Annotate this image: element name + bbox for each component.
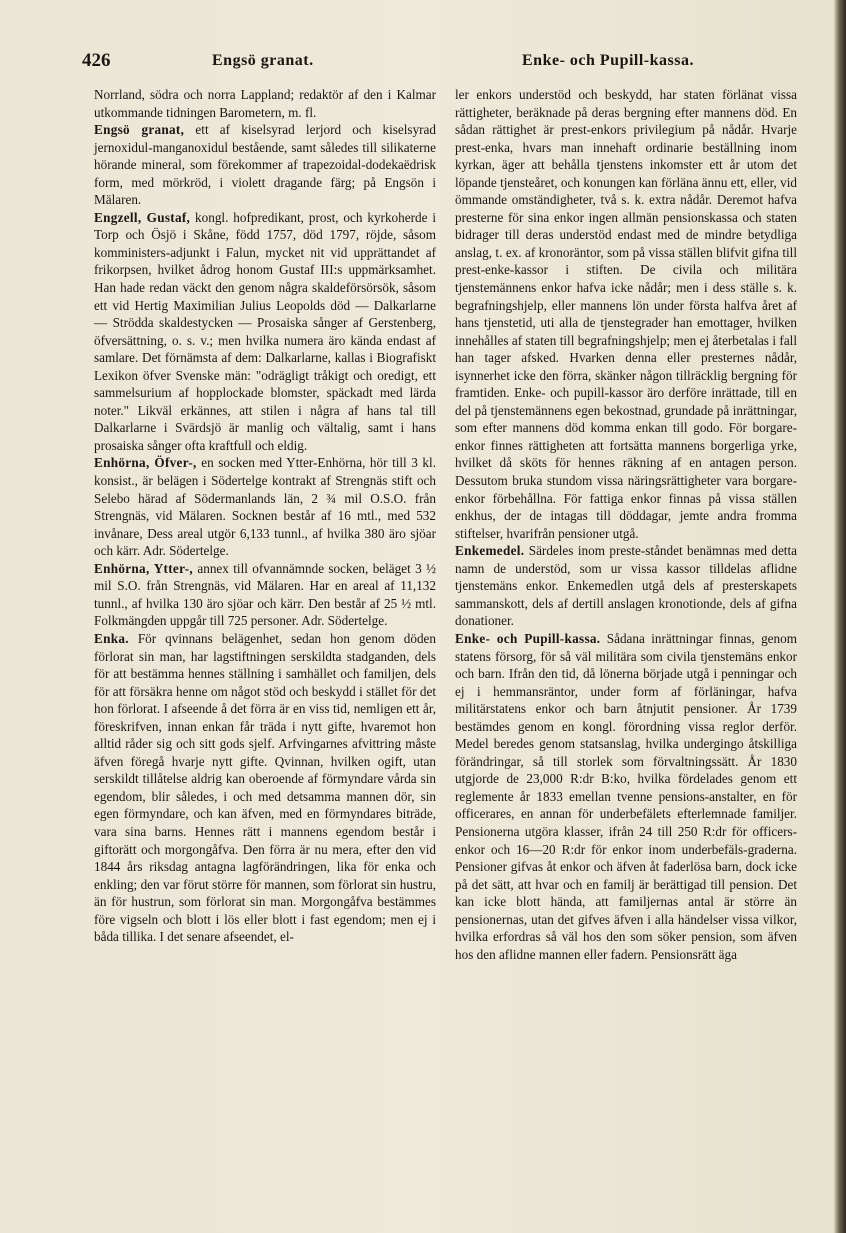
right-running-head: Enke- och Pupill-kassa. [522, 52, 694, 69]
entry-text: Sådana inrättningar finnas, genom statens försorg, för så väl militära som civila tjenstemäns enkor och barn. Ifrån den tid, då lönerna började utgå i penningar och ej i hemmansräntor, under form af förläningar, hafva militärstatens enkor och barn åtnjutit pensioner. År 1739 bestämdes genom en kongl. förordning vissa reglor derför. Medel beredes genom statsanslag, hvilka undergingo åtskilliga förändringar, så till storlek som förvaltningssätt. År 1830 utgjorde de 23,000 R:dr B:ko, hvilka fördelades genom ett reglemente år 1833 emellan tvenne pensions-anstalter, en för officerares, en annan för underbefälets efterlemnade familjer. Pensionerna utgöra klasser, ifrån 24 till 250 R:dr för officers-enkor och 16—20 R:dr för enkor inom underbefäls-graderna. Pensioner gifvas åt enkor och äfven åt faderlösa barn, dock icke på det sätt, att hvar och en familj är berättigad till pension. Det kan icke blott hända, att familjernas antal är större än pensionernas, utan det gifves äfven i alla händelser vissa vilkor, hvilka erfordras så väl hos den som söker pension, som äfven hos den aflidne mannen eller fadern. Pensionsrätt äga [455, 630, 797, 962]
entry-headword: Engsö granat, [94, 122, 185, 138]
running-header [82, 50, 782, 74]
entry-headword: Enhörna, Ytter-, [94, 560, 194, 576]
entry-headword: Engzell, Gustaf, [94, 209, 191, 225]
entry-enkemedel [455, 542, 797, 630]
entry-enke-och-pupill-kassa [455, 630, 797, 963]
entry-text: Särdeles inom preste-ståndet benämnas med detta namn de understöd, som ur vissa kassor tilldelas aflidne tjenstemäns enkor. Enkemedlen utgå dels af presterskapets sammanskott, dels af dertill anslagen kronotionde, dels af gifna donationer. [455, 543, 797, 629]
page-number: 426 [82, 50, 111, 71]
entry-continuation: ler enkors understöd och beskydd, har staten förlänat vissa rättigheter, beräknade på deras bergning efter mannens död. En sådan rättighet är prest-enkors privilegium på nådår. Hvarje prest-enka, hvars man innehaft ordinarie beställning inom kyrkan, äger att behålla tjenstens inkomster ett år utom det löpande tjensteåret, och konungen kan förläna ännu ett, eller, vid ömmande omständigheter, två s. k. extra nådår. Deremot hafva presterne för sina enkor ingen allmän pensionskassa och staten bidrager till deras understöd endast med de mindre betydliga anslag, t. ex. af kronoräntor, som på vissa ställen blifvit gifna till prest-enke-kassor i stiften. De civila och militära tjenstemännens enkor hafva icke nådår; men i dess ställe s. k. begrafningshjelp, eller mannens lön under första halfva året af hans tjenstetid, uti alla de tjenstegrader han emottager, hvilken innehålles af staten till begrafningshjelp; men ej återbetalas i fall han tager afsked. Hvarken denna eller presternes nådår, isynnerhet icke den förra, skänker någon tillräcklig bergning för framtiden. Enke- och pupill-kassor äro derföre inrättade, till en del på tjenstemännens egen bekostnad, grundade på inrättningar, som efter mannens död komma enkan till godo. För borgare-enkor finnes rättigheten att fortsätta mannens borgerliga yrke, hvilket då sköts för hennes räkning af en antagen person. Dessutom bruka stundom vissa näringsrättigheter vara borgare-enkor förbehållna. För fattiga enkor finnas på vissa ställen enkhus, der de intagas till döddagar, jemte andra fromma stiftelser, hvarifrån pensioner utgå. [455, 87, 797, 541]
entry-headword: Enkemedel. [455, 543, 525, 559]
entry-text: kongl. hofpredikant, prost, och kyrkoherde i Torp och Ösjö i Skåne, född 1757, död 1797, röjde, såsom komministers-adjunkt i Falun, mycket nit vid upprättandet af frikorpsen, hvilket ådrog honom Gustaf III:s uppmärksamhet. Han hade redan väckt den genom några skaldeförsörsök, såsom ett vid Hertig Maximilian Julius Leopolds död — Dalkarlarne — Strödda skaldestycken — Prosaiska sånger af Gerstenberg, öfversättning, o. s. v.; men hvilka numera äro kända endast af samlare. Det förnämsta af dem: Dalkarlarne, kallas i Biografiskt Lexikon öfver Svenske män: "odrägligt tråkigt och oredigt, ett sammelsurium af hopplockade blomster, späckadt med lärda noter." Likväl erkännes, att stilen i några af hans tal till Dalkarlarne i Svärdsjö är manlig och vältalig, samt i hans prosaiska sånger ofta kraftfull och eldig. [94, 209, 436, 453]
entry-text: annex till ofvannämnde socken, beläget 3 ½ mil S.O. från Strengnäs, vid Mälaren. Har en areal af 11,132 tunnl., af hvilka 130 äro sjöar och kärr. Den består af 25 ½ mtl. Folkmängden uppgår till 725 personer. Adr. Södertelge. [94, 560, 436, 629]
entry-headword: Enhörna, Öfver-, [94, 455, 197, 471]
right-column [455, 86, 797, 963]
left-running-head: Engsö granat. [212, 52, 314, 69]
entry-enhorna-ytter [94, 560, 436, 630]
entry-enka [94, 630, 436, 946]
entry-headword: Enke- och Pupill-kassa. [455, 630, 601, 646]
entry-engzell-gustaf [94, 209, 436, 455]
book-spine-shadow [834, 0, 846, 1233]
entry-text: ett af kiselsyrad lerjord och kiselsyrad jernoxidul-manganoxidul bestående, samt således till silikaterne hörande mineral, som förekommer af trapezoidal-dodekaëdrisk form, med mörkröd, i violett dragande färg; på Engsön i Mälaren. [94, 122, 436, 208]
left-column [94, 86, 436, 946]
entry-engso-granat [94, 121, 436, 209]
entry-text: en socken med Ytter-Enhörna, hör till 3 kl. konsist., är belägen i Södertelge kontrakt af Strengnäs stift och Selebo härad af Södermanlands län, 2 ¾ mil O.S.O. från Strengnäs, vid Mälaren. Socknen består af 16 mtl., med 532 invånare, Dess areal utgör 6,133 tunnl., af hvilka 380 äro sjöar och kärr. Adr. Södertelge. [94, 455, 436, 559]
entry-continuation: Norrland, södra och norra Lappland; redaktör af den i Kalmar utkommande tidningen Barometern, m. fl. [94, 87, 436, 120]
entry-enhorna-ofver [94, 454, 436, 559]
entry-headword: Enka. [94, 630, 129, 646]
entry-text: För qvinnans belägenhet, sedan hon genom döden förlorat sin man, har lagstiftningen serskildta stadganden, dels för att bestämma hennes ställning i samhället och familjen, dels för att försäkra henne om något stöd och beskydd i stället för det hon förlorat. I afseende å det förra är en viss tid, nemligen ett år, föreskrifven, innan enkan får träda i nytt gifte, hvaremot hon alltid råder sig och sitt gods sjelf. Arfvingarnes afvittring måste äfven föregå hvarje nytt gifte. Qvinnan, hvilken ogift, utan serskildt tillåtelse aldrig kan oberoende af förmyndare vårda sin egendom, blir således, i och med detsamma mannen dör, sin egen förmyndare, och kan äfven, med en förmyndares biträde, vara sina barns. Hennes rätt i mannens egendom består i giftorätt och morgongåfva. Den förra är nu mera, efter den vid 1844 års riksdag antagna lagförändringen, lika för enka och enkling; den var förut större för mannen, som förlorat sin hustru, än för hustrun, som förlorat sin man. Morgongåfva bestämmes före vigseln och blott i lös eller blott i fast egendom; men ej i båda tillika. I det senare afseendet, el- [94, 630, 436, 945]
